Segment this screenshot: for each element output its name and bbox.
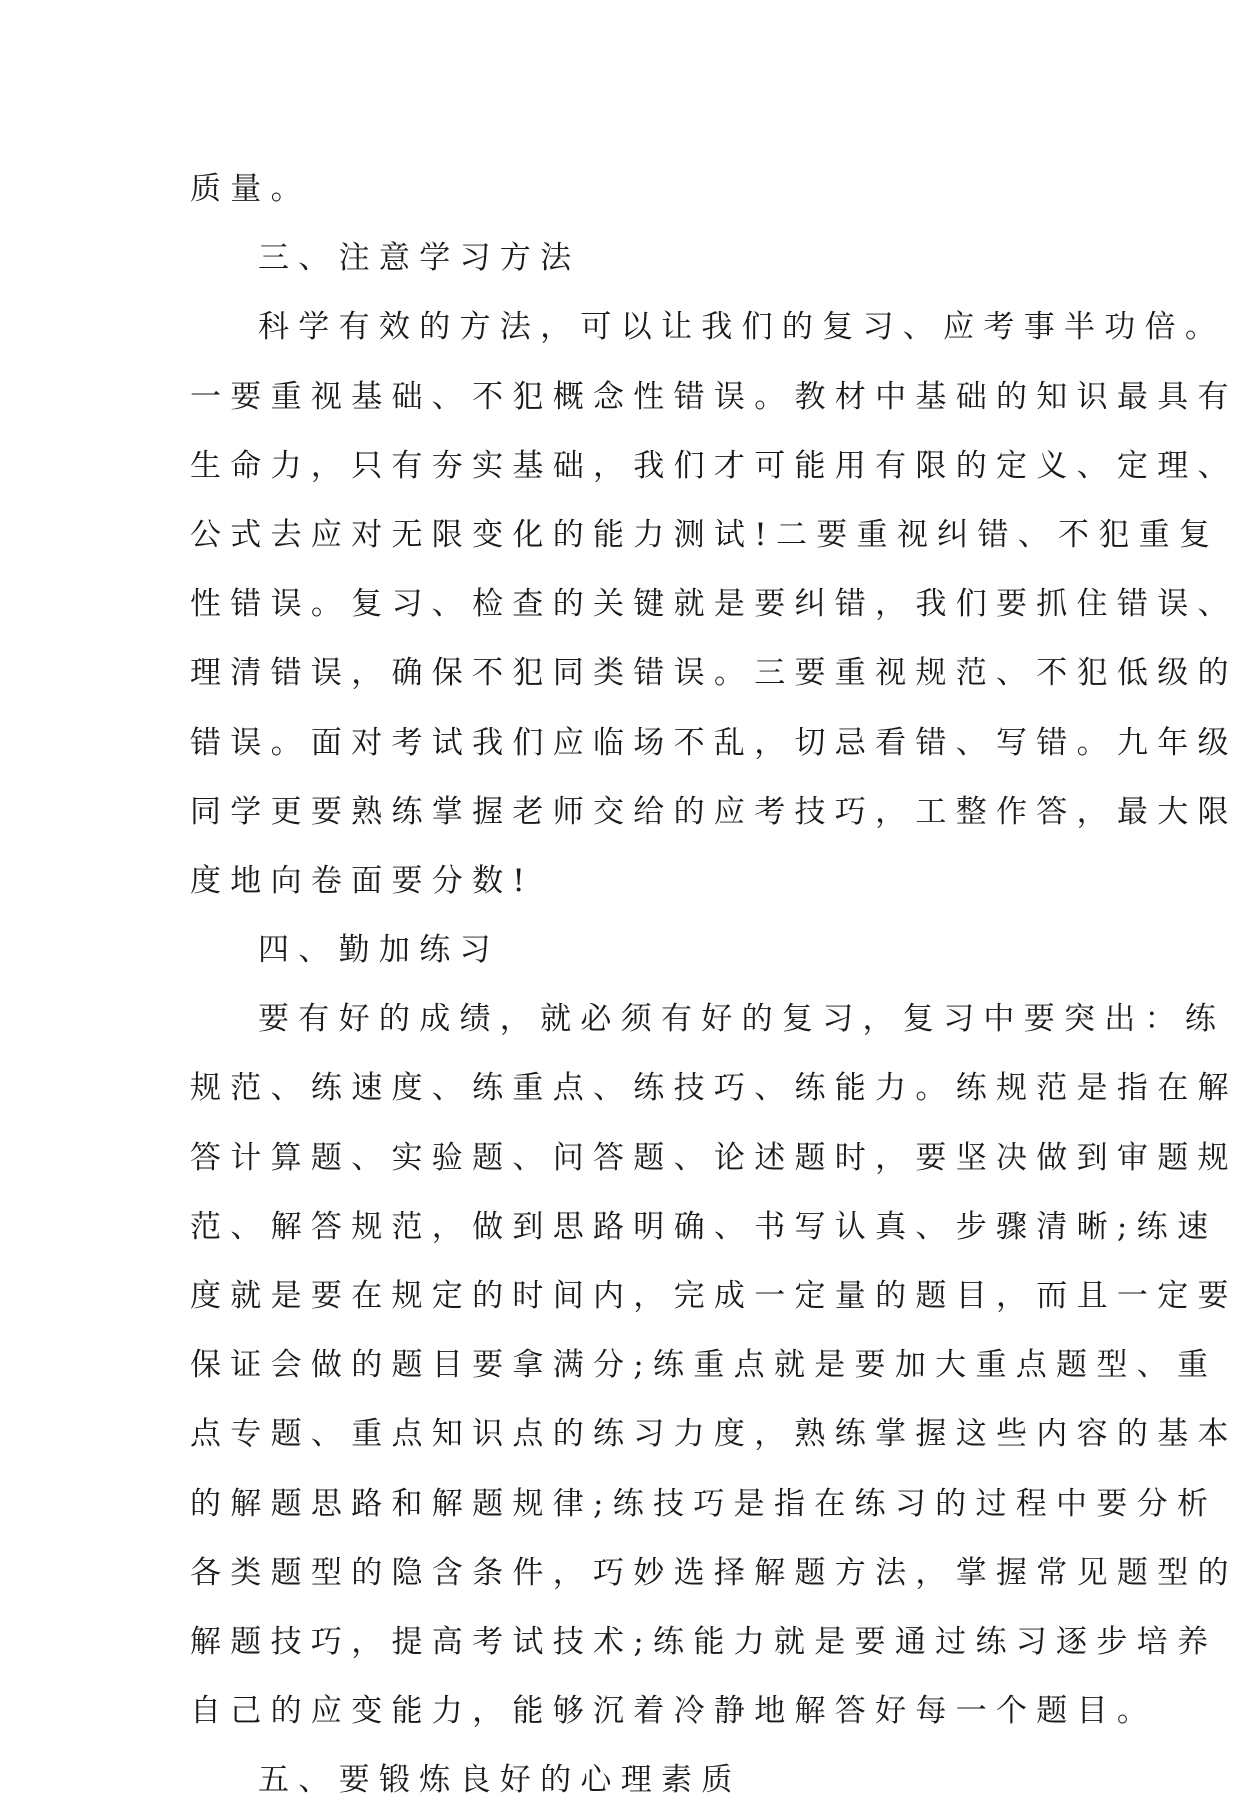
paragraph-line: 解题技巧，提高考试技术;练能力就是要通过练习逐步培养 <box>190 1623 1218 1660</box>
paragraph-line: 各类题型的隐含条件，巧妙选择解题方法，掌握常见题型的 <box>190 1554 1238 1591</box>
paragraph-line: 理清错误，确保不犯同类错误。三要重视规范、不犯低级的 <box>190 655 1238 692</box>
paragraph-line: 点专题、重点知识点的练习力度，熟练掌握这些内容的基本 <box>190 1416 1238 1453</box>
section-heading-4: 四、勤加练习 <box>258 932 500 969</box>
paragraph-line: 公式去应对无限变化的能力测试!二要重视纠错、不犯重复 <box>190 516 1220 553</box>
paragraph-line: 度就是要在规定的时间内，完成一定量的题目，而且一定要 <box>190 1278 1238 1314</box>
paragraph-line: 范、解答规范，做到思路明确、书写认真、步骤清晰;练速 <box>190 1208 1218 1245</box>
section-heading-5: 五、要锻炼良好的心理素质 <box>258 1762 742 1799</box>
text-line: 质量。 <box>190 171 311 207</box>
paragraph-line: 同学更要熟练掌握老师交给的应考技巧，工整作答，最大限 <box>190 793 1238 830</box>
paragraph-line: 生命力，只有夯实基础，我们才可能用有限的定义、定理、 <box>190 447 1238 484</box>
paragraph-line: 答计算题、实验题、问答题、论述题时，要坚决做到审题规 <box>190 1139 1238 1176</box>
paragraph-line: 规范、练速度、练重点、练技巧、练能力。练规范是指在解 <box>190 1070 1238 1107</box>
document-page <box>190 155 1238 1816</box>
paragraph-line: 度地向卷面要分数! <box>190 862 535 899</box>
section-heading-3: 三、注意学习方法 <box>258 240 581 277</box>
paragraph-line: 一要重视基础、不犯概念性错误。教材中基础的知识最具有 <box>190 378 1238 415</box>
paragraph-line: 的解题思路和解题规律;练技巧是指在练习的过程中要分析 <box>190 1485 1218 1522</box>
paragraph-line: 自己的应变能力，能够沉着冷静地解答好每一个题目。 <box>190 1693 1158 1730</box>
paragraph-line: 保证会做的题目要拿满分;练重点就是要加大重点题型、重 <box>190 1347 1218 1384</box>
paragraph-line: 科学有效的方法，可以让我们的复习、应考事半功倍。 <box>258 309 1226 346</box>
paragraph-line: 性错误。复习、检查的关键就是要纠错，我们要抓住错误、 <box>190 586 1238 623</box>
paragraph-line: 错误。面对考试我们应临场不乱，切忌看错、写错。九年级 <box>190 724 1238 761</box>
paragraph-line: 要有好的成绩，就必须有好的复习，复习中要突出：练 <box>258 1001 1226 1038</box>
